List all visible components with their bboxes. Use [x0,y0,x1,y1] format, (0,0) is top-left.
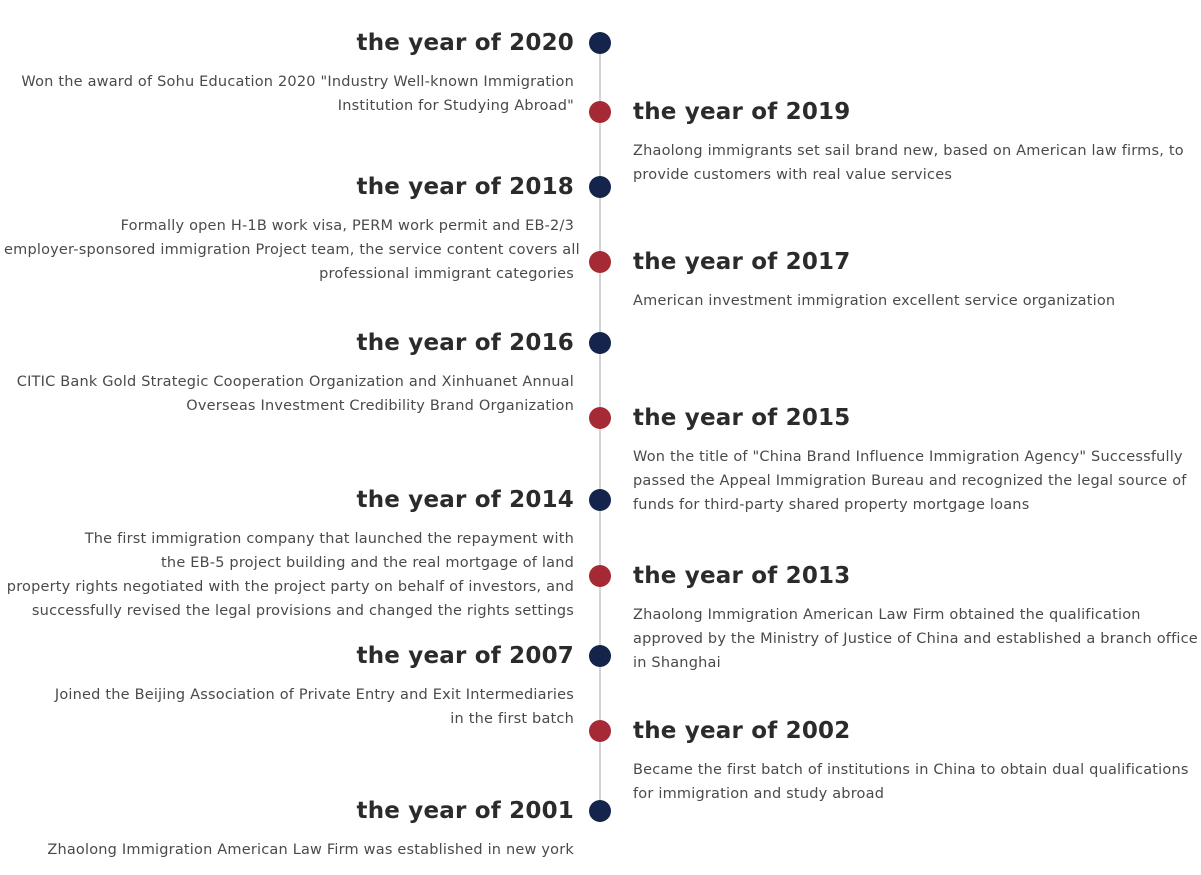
timeline-dot-2020 [589,32,611,54]
timeline-entry-2019 [633,97,1188,187]
timeline-entry-2007 [4,641,574,731]
timeline-dot-2014 [589,489,611,511]
description-line: for immigration and study abroad [633,786,885,802]
timeline-entry-2018 [4,172,580,286]
entry-description [633,139,1188,187]
year-heading: the year of 2018 [356,174,574,200]
year-heading: the year of 2015 [633,405,851,431]
year-heading: the year of 2020 [356,30,574,56]
description-line: passed the Appeal Immigration Bureau and recognized the legal source of [633,473,1187,489]
description-line: Won the title of "China Brand Influence Immigration Agency" Successfully [633,449,1183,465]
description-line: the EB-5 project building and the real mortgage of land [161,555,574,571]
description-line: Institution for Studying Abroad" [337,98,574,114]
year-heading: the year of 2014 [356,487,574,513]
timeline-dot-2016 [589,332,611,354]
description-line: Zhaolong Immigration American Law Firm obtained the qualification [633,607,1141,623]
description-line: employer-sponsored immigration Project team, the service content covers all [4,242,580,258]
entry-description [4,214,580,286]
timeline-entry-2001 [4,796,574,862]
description-line: Zhaolong Immigration American Law Firm was established in new york [47,842,574,858]
description-line: in Shanghai [633,655,721,671]
description-line: approved by the Ministry of Justice of China and established a branch office [633,631,1198,647]
entry-description [4,838,574,862]
description-line: Formally open H-1B work visa, PERM work permit and EB-2/3 [120,218,574,234]
timeline-dot-2017 [589,251,611,273]
entry-description [633,289,1188,313]
description-line: Zhaolong immigrants set sail brand new, based on American law firms, to [633,143,1184,159]
year-heading: the year of 2019 [633,99,851,125]
timeline-entry-2015 [633,403,1188,517]
timeline-dot-2018 [589,176,611,198]
timeline-entry-2016 [4,328,574,418]
description-line: property rights negotiated with the project party on behalf of investors, and [6,579,574,595]
timeline-dot-2007 [589,645,611,667]
entry-description [4,683,574,731]
timeline-dot-2015 [589,407,611,429]
timeline-entry-2020 [4,28,574,118]
year-heading: the year of 2013 [633,563,851,589]
entry-description [633,603,1198,675]
year-heading: the year of 2017 [633,249,851,275]
year-heading: the year of 2016 [356,330,574,356]
description-line: Became the first batch of institutions in China to obtain dual qualifications [633,762,1189,778]
description-line: The first immigration company that launched the repayment with [84,531,574,547]
timeline-entry-2014 [4,485,574,623]
description-line: funds for third-party shared property mortgage loans [633,497,1030,513]
description-line: CITIC Bank Gold Strategic Cooperation Organization and Xinhuanet Annual [16,374,574,390]
timeline-dot-2019 [589,101,611,123]
timeline-entry-2017 [633,247,1188,313]
description-line: successfully revised the legal provisions and changed the rights settings [31,603,574,619]
entry-description [4,70,574,118]
year-heading: the year of 2007 [356,643,574,669]
entry-description [633,445,1188,517]
entry-description [633,758,1188,806]
description-line: professional immigrant categories [319,266,574,282]
timeline-entry-2013 [633,561,1198,675]
timeline-entry-2002 [633,716,1188,806]
description-line: provide customers with real value services [633,167,953,183]
entry-description [4,370,574,418]
description-line: Joined the Beijing Association of Private Entry and Exit Intermediaries [54,687,574,703]
description-line: Won the award of Sohu Education 2020 "Industry Well-known Immigration [21,74,574,90]
description-line: Overseas Investment Credibility Brand Organization [186,398,574,414]
entry-description [4,527,574,623]
timeline-dot-2001 [589,800,611,822]
description-line: in the first batch [450,711,574,727]
year-heading: the year of 2002 [633,718,851,744]
timeline-dot-2002 [589,720,611,742]
year-heading: the year of 2001 [356,798,574,824]
description-line: American investment immigration excellent service organization [633,293,1116,309]
timeline-dot-2013 [589,565,611,587]
